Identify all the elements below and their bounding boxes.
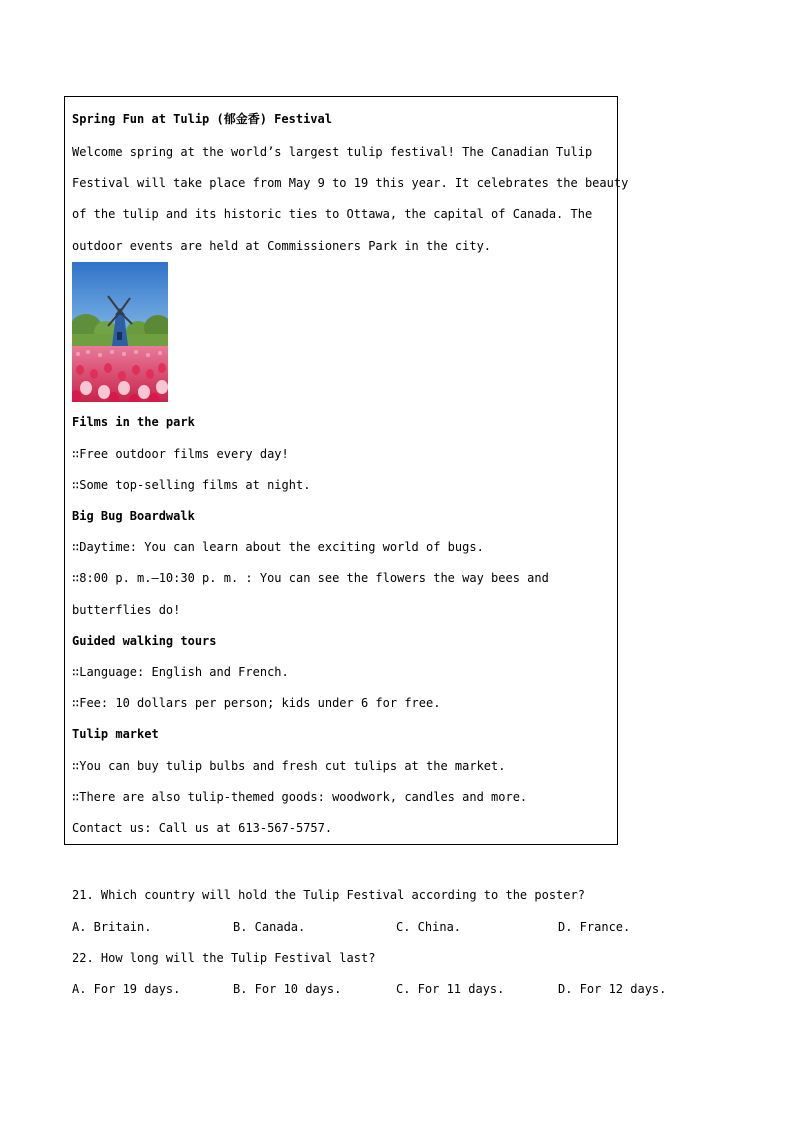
list-item: ∷You can buy tulip bulbs and fresh cut tulips at the market. (72, 759, 506, 773)
list-item: ∷Daytime: You can learn about the exciting world of bugs. (72, 540, 484, 554)
list-item: ∷8:00 p. m.—10:30 p. m. : You can see the flowers the way bees and (72, 571, 549, 585)
section-heading-walking-tours: Guided walking tours (72, 634, 217, 648)
poster-title: Spring Fun at Tulip (郁金香) Festival (72, 112, 332, 126)
intro-line: Welcome spring at the world’s largest tulip festival! The Canadian Tulip (72, 145, 593, 159)
section-heading-films: Films in the park (72, 415, 195, 429)
question-22-option-b: B. For 10 days. (233, 982, 342, 996)
intro-line: Festival will take place from May 9 to 19 this year. It celebrates the beauty (72, 176, 629, 190)
question-22-option-d: D. For 12 days. (558, 982, 667, 996)
list-item: ∷Some top-selling films at night. (72, 478, 311, 492)
list-item: ∷Free outdoor films every day! (72, 447, 289, 461)
list-item: butterflies do! (72, 603, 181, 617)
question-22-option-c: C. For 11 days. (396, 982, 505, 996)
question-21-stem: 21. Which country will hold the Tulip Festival according to the poster? (72, 888, 585, 902)
contact-line: Contact us: Call us at 613-567-5757. (72, 821, 333, 835)
question-21-option-c: C. China. (396, 920, 462, 934)
question-21-option-d: D. France. (558, 920, 631, 934)
windmill-tulip-photo (72, 262, 168, 402)
section-heading-tulip-market: Tulip market (72, 727, 159, 741)
question-22-stem: 22. How long will the Tulip Festival last? (72, 951, 376, 965)
question-21-option-a: A. Britain. (72, 920, 152, 934)
poster-box (64, 96, 629, 845)
section-heading-bug-boardwalk: Big Bug Boardwalk (72, 509, 195, 523)
list-item: ∷There are also tulip-themed goods: woodwork, candles and more. (72, 790, 528, 804)
list-item: ∷Fee: 10 dollars per person; kids under 6 for free. (72, 696, 441, 710)
question-22-option-a: A. For 19 days. (72, 982, 181, 996)
intro-line: of the tulip and its historic ties to Ottawa, the capital of Canada. The (72, 207, 593, 221)
intro-line: outdoor events are held at Commissioners Park in the city. (72, 239, 492, 253)
list-item: ∷Language: English and French. (72, 665, 289, 679)
question-21-option-b: B. Canada. (233, 920, 306, 934)
